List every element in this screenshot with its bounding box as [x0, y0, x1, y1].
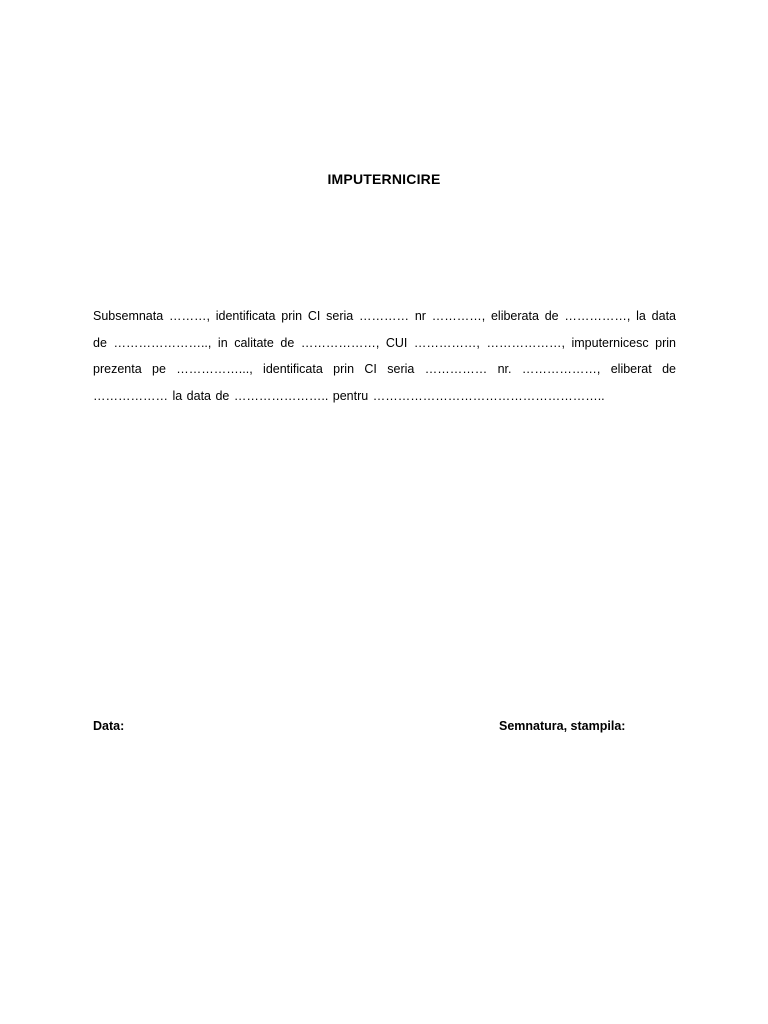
document-title: IMPUTERNICIRE: [327, 171, 441, 187]
signature-stamp-label: Semnatura, stampila:: [499, 719, 626, 733]
document-body-paragraph: Subsemnata ………, identificata prin CI seria ………… nr …………, eliberata de ……………, la data de ………………….., in calitate de ………………, CUI ……………, ………………, imputernicesc prin prezenta pe ……………..., identificata prin CI seria …………… nr. ………………, eliberat de ……………… la data de ………………….. pentru ………………………………………………..: [93, 309, 676, 403]
date-label: Data:: [93, 719, 125, 733]
